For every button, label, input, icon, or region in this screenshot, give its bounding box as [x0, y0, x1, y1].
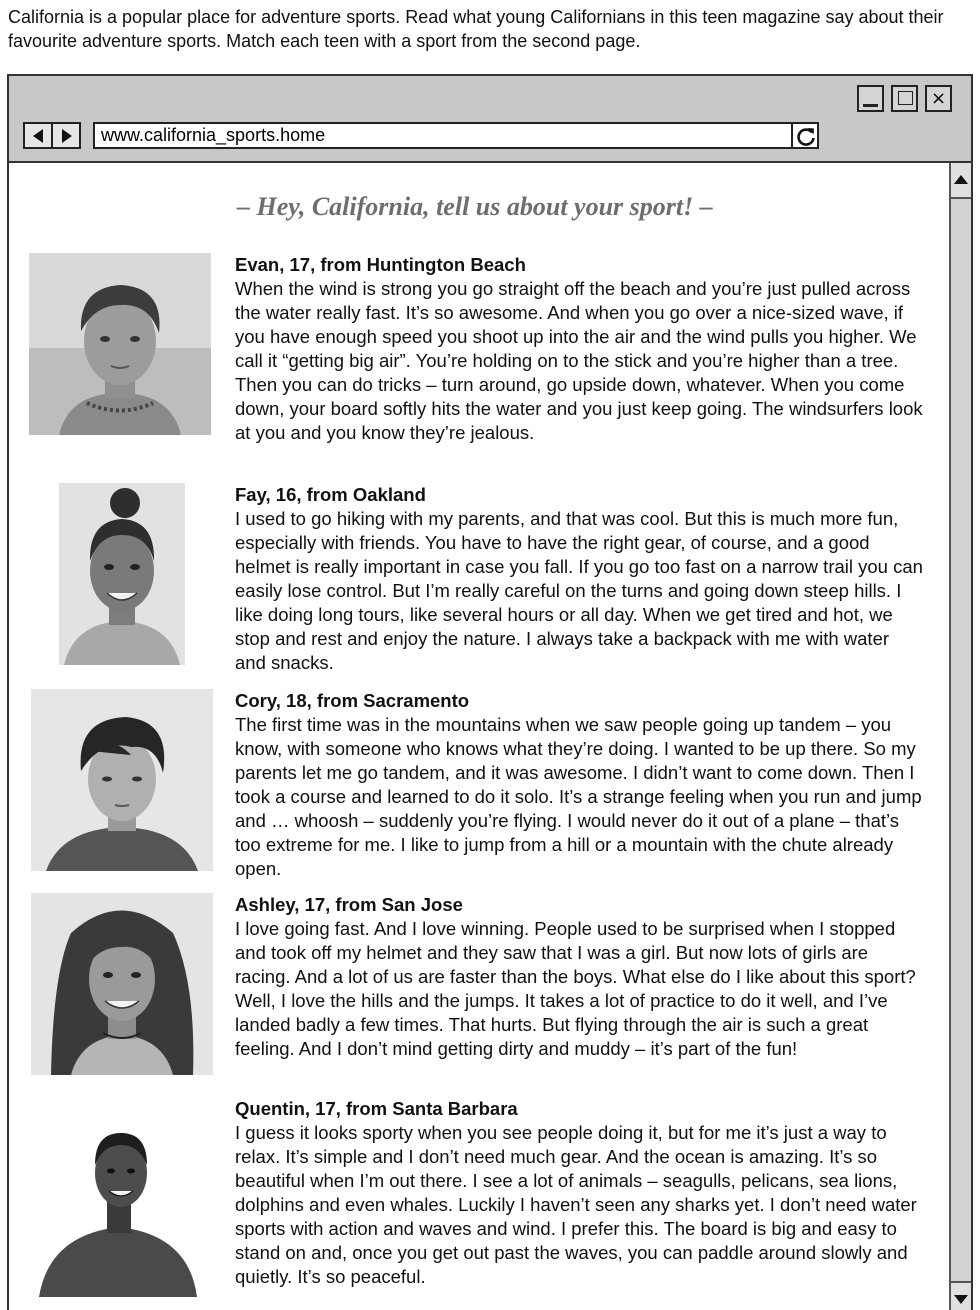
task-instructions: California is a popular place for adventure sports. Read what young Californians in this teen magazine say about their favourite adventure sports. Match each teen with a sport from the second page. [8, 7, 944, 51]
evan-entry-text [235, 253, 925, 445]
entry-body: The first time was in the mountains when we saw people going up tandem – you know, with someone who knows what they’re doing. I wanted to be up there. So my parents let me go tandem, and it was awesome. I didn’t want to come down. Then I took a course and learned to do it solo. It’s a strange feeling when you run and jump and … whoosh – suddenly you’re flying. I would never do it out of a plane – that’s too extreme for me. I like to jump from a hill or a mountain with the chute already open. [235, 714, 922, 879]
page-content [9, 165, 947, 1310]
entry-name: Evan, 17, from Huntington Beach [235, 254, 526, 275]
forward-arrow-icon[interactable] [51, 124, 79, 147]
entry-body: I love going fast. And I love winning. People used to be surprised when I stopped and took off my helmet and they saw that I was a girl. But now lots of girls are racing. And a lot of us are faster than the boys. What else do I like about this sport? Well, I love the hills and the jumps. It takes a lot of practice to do it well, and I’ve landed badly a few times. That hurts. But flying through the air is such a great feeling. And I don’t mind getting dirty and muddy – it’s part of the fun! [235, 918, 916, 1059]
cory-entry-text [235, 689, 925, 881]
back-arrow-icon[interactable] [25, 124, 51, 147]
quentin-photo [39, 1115, 199, 1297]
navigation-buttons [23, 122, 81, 149]
ashley-entry-text [235, 893, 925, 1061]
close-button[interactable] [925, 85, 952, 112]
browser-window [7, 74, 973, 1310]
magazine-title: – Hey, California, tell us about your sport! – [237, 192, 713, 221]
entry-name: Cory, 18, from Sacramento [235, 690, 470, 711]
address-bar[interactable]: www.california_sports.home [93, 122, 793, 149]
browser-toolbar [9, 76, 971, 163]
quentin-entry-text [235, 1097, 925, 1289]
minimize-icon[interactable] [857, 85, 884, 112]
entry-name: Ashley, 17, from San Jose [235, 894, 463, 915]
entry-body: When the wind is strong you go straight off the beach and you’re just pulled across the water really fast. It’s so awesome. And when you go over a nice-sized wave, if you have enough speed you shoot up into the air and the wind pulls you higher. We call it “getting big air”. You’re holding on to the stick and you’re higher than a tree. Then you can do tricks – turn around, go upside down, whatever. When you come down, your board softly hits the water and you just keep going. The windsurfers look at you and you know they’re jealous. [235, 278, 923, 443]
evan-photo [29, 253, 211, 435]
vertical-scrollbar[interactable] [949, 163, 971, 1310]
cory-photo [31, 689, 213, 871]
entry-body: I used to go hiking with my parents, and that was cool. But this is much more fun, especially with friends. You have to have the right gear, of course, and a good helmet is really important in case you fall. If you go too fast on a narrow trail you can easily lose control. But I’m really careful on the turns and going down steep hills. I like doing long tours, like several hours or all day. When we get tired and hot, we stop and rest and enjoy the nature. I always take a backpack with me with water and snacks. [235, 508, 923, 673]
scroll-up-arrow-icon[interactable] [951, 163, 971, 199]
fay-photo [59, 483, 185, 665]
close-icon: × [930, 88, 947, 109]
entry-name: Quentin, 17, from Santa Barbara [235, 1098, 518, 1119]
entry-name: Fay, 16, from Oakland [235, 484, 426, 505]
scroll-down-arrow-icon[interactable] [951, 1281, 971, 1310]
fay-entry-text [235, 483, 925, 675]
ashley-photo [31, 893, 213, 1075]
refresh-button[interactable] [791, 122, 819, 149]
refresh-icon [795, 126, 817, 148]
maximize-icon[interactable] [891, 85, 918, 112]
entry-body: I guess it looks sporty when you see people doing it, but for me it’s just a way to relax. It’s simple and I don’t need much gear. And the ocean is amazing. It’s so beautiful when I’m out there. I see a lot of animals – seagulls, pelicans, sea lions, dolphins and even whales. Luckily I haven’t seen any sharks yet. I don’t need water sports with action and waves and wind. I prefer this. The board is big and easy to stand on and, once you get out past the waves, you can paddle around slowly and quietly. It’s so peaceful. [235, 1122, 917, 1287]
